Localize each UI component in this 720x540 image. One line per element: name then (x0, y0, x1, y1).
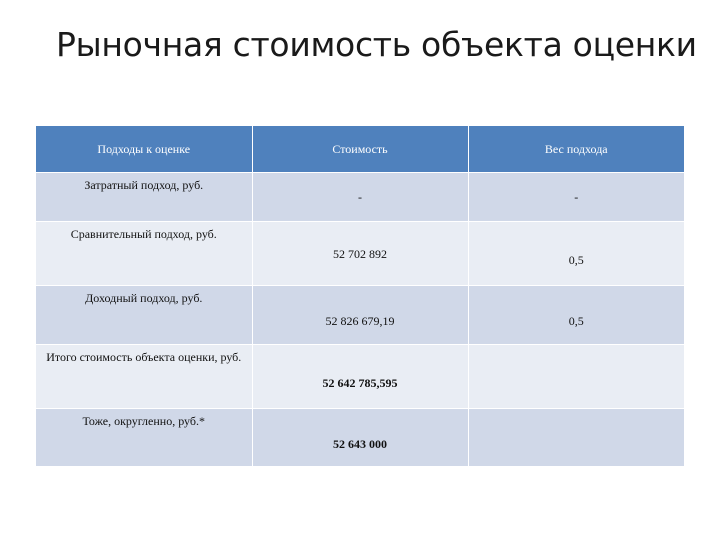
table-row (36, 173, 684, 222)
table-row (36, 286, 684, 345)
row-label: Тоже, округленно, руб.* (36, 409, 252, 467)
row-weight: 0,5 (468, 222, 684, 286)
row-weight: 0,5 (468, 286, 684, 345)
table-header-row (36, 126, 684, 173)
row-weight (468, 345, 684, 409)
row-weight (468, 409, 684, 467)
header-weight: Вес подхода (468, 126, 684, 173)
header-value: Стоимость (252, 126, 468, 173)
row-label: Доходный подход, руб. (36, 286, 252, 345)
table-row (36, 222, 684, 286)
row-value: 52 643 000 (252, 409, 468, 467)
row-value: - (252, 173, 468, 222)
valuation-table (36, 126, 684, 466)
page-title: Рыночная стоимость объекта оценки (56, 25, 697, 64)
row-value: 52 826 679,19 (252, 286, 468, 345)
row-label: Сравнительный подход, руб. (36, 222, 252, 286)
row-value: 52 702 892 (252, 222, 468, 286)
row-label: Затратный подход, руб. (36, 173, 252, 222)
row-weight: - (468, 173, 684, 222)
header-approaches: Подходы к оценке (36, 126, 252, 173)
row-label: Итого стоимость объекта оценки, руб. (36, 345, 252, 409)
table-row (36, 345, 684, 409)
table-row (36, 409, 684, 467)
row-value: 52 642 785,595 (252, 345, 468, 409)
